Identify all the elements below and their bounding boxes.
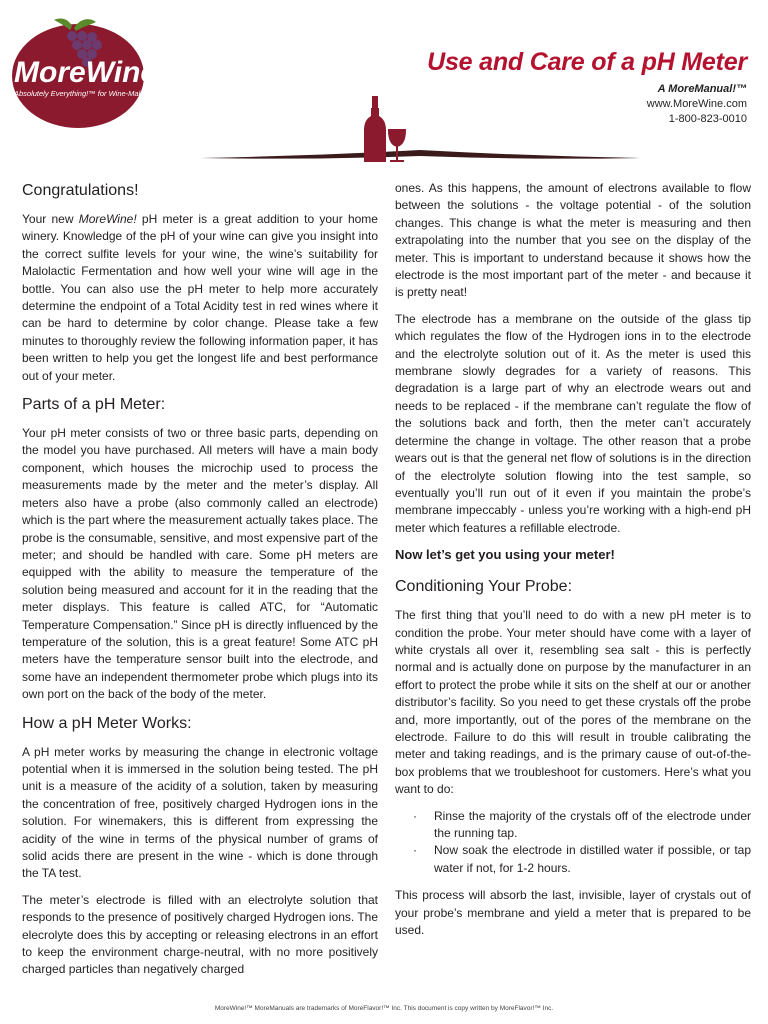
ornament-swoosh: [200, 150, 640, 159]
steps-list: [395, 808, 751, 878]
heading-how-it-works: How a pH Meter Works:: [22, 714, 192, 732]
logo-tagline: Absolutely Everything!™ for Wine-Making: [14, 89, 153, 98]
footer-trademark: MoreWine!™ MoreManuals are trademarks of MoreFlavor!™ Inc. This document is copy written by MoreFlavor!™ Inc.: [214, 1005, 554, 1012]
heading-parts: Parts of a pH Meter:: [22, 396, 166, 414]
paragraph-intro: Your new MoreWine! pH meter is a great addition to your home winery. Knowledge of the pH of your wine can give you insight into the correct sulfite levels for your wine, the wine’s suitability for Malolactic Fermentation and how well your wine will age in the bottle. You can also use the pH meter to help more accurately determine the endpoint of a Total Acidity test in red wines where it can be hard to determine by color change. Please take a few minutes to thoroughly review the following information paper, it has been written to help you get the longest life and best performance out of your meter.: [22, 212, 378, 383]
wine-bottle-glass-ornament: [200, 96, 640, 168]
callout-get-started: Now let’s get you using your meter!: [395, 547, 615, 563]
heading-conditioning: Conditioning Your Probe:: [395, 578, 573, 596]
phone-number: 1-800-823-0010: [668, 113, 747, 125]
paragraph-result: This process will absorb the last, invisible, layer of crystals out of your probe’s membrane and yield a meter that is prepared to be used.: [395, 888, 751, 938]
left-column: [22, 180, 378, 988]
bullet-icon: ·: [413, 843, 417, 858]
heading-congratulations: Congratulations!: [22, 182, 139, 199]
paragraph-continued: ones. As this happens, the amount of electrons available to flow between the solutions - the voltage potential - of the solution changes. This change is what the meter is measuring and then extrapolating into the number that you see on the display of the meter. This is important to understand because it shows how the electrode is the most important part of the meter - and because it is pretty neat!: [395, 181, 751, 300]
moremanual-label: A MoreManual!™: [657, 83, 747, 95]
page-title: Use and Care of a pH Meter: [427, 48, 747, 76]
paragraph-parts: Your pH meter consists of two or three basic parts, depending on the model you have purchased. All meters will have a main body component, which houses the microchip used to process the measurements made by the meter and the meter’s display. All meters also have a probe (also commonly called an electrode) which is the part where the measurement actually takes place. The probe is the consumable, sensitive, and most expensive part of the meter; and should be handled with care. Some pH meters are equipped with the ability to measure the temperature of the solution being measured and account for it in the reading that the meter displays. This feature is called ATC, for “Automatic Temperature Compensation.” Since pH is directly influenced by the temperature of the solution, this is a great feature! Some ATC pH meters have the temperature sensor built into the electrode, and some have an independent thermometer probe which plugs into its own port on the back of the body of the meter.: [22, 426, 378, 702]
logo-more-text: MoreWine!™: [14, 56, 176, 89]
paragraph-how-2: The meter’s electrode is filled with an electrolyte solution that responds to the presence of positively charged Hydrogen ions. The elecrolyte does this by accepting or releasing electrons in an effort to keep the environment charge-neutral, with no more positively charged particles than negatively charged: [22, 892, 378, 977]
bullet-icon: ·: [413, 808, 417, 823]
right-column: [395, 180, 751, 948]
header-meta: [647, 82, 747, 127]
paragraph-membrane: The electrode has a membrane on the outside of the glass tip which regulates the flow of the Hydrogen ions in to the electrode and the electrolyte solution out of it. As the meter is used this membrane slowly degrades for a variety of reasons. This degradation is a large part of why an electrode wears out and needs to be replaced - if the membrane can’t regulate the flow of the solutions back and forth, then the meter can’t accurately determine the change in voltage. The other reason that a probe wears out is that the general net flow of solutions is in the direction of the electrolyte solution flowing into the test sample, so eventually you’ll run out of it even if you maintain the probe’s membrane impeccably - unless you’re working with a high-end pH meter which features a refillable electrode.: [395, 311, 751, 535]
paragraph-how-1: A pH meter works by measuring the change in electronic voltage potential when it is immersed in the solution being tested. The pH unit is a measure of the acidity of a solution, taken by measuring the concentration of free, positively charged Hydrogen ions in the solution. For winemakers, this is different from expressing the acidity of the wine in terms of the physical number of grams of solid acids there are present in the wine - which is done through the TA test.: [22, 744, 378, 881]
list-item: · Rinse the majority of the crystals off of the electrode under the running tap.: [413, 808, 751, 840]
list-item: · Now soak the electrode in distilled water if possible, or tap water if not, for 1-2 hours.: [413, 843, 751, 875]
website-link[interactable]: www.MoreWine.com: [646, 98, 747, 110]
wine-bottle-icon: [364, 96, 386, 162]
paragraph-conditioning: The first thing that you’ll need to do with a new pH meter is to condition the probe. Your meter should have come with a layer of white crystals all over it, resembling sea salt - this is perfectly normal and is actually done on purpose by the manufacturer in an effort to protect the probe while it sits on the shelf at our or another distributor’s facility. So you need to get these crystals off the probe and, more importantly, out of the pores of the membrane on the electrode. Failure to do this will result in trouble calibrating the meter and taking readings, and is the primary cause of out-of-the-box problems that we troubleshoot for customers. Here’s what you want to do:: [395, 608, 751, 797]
